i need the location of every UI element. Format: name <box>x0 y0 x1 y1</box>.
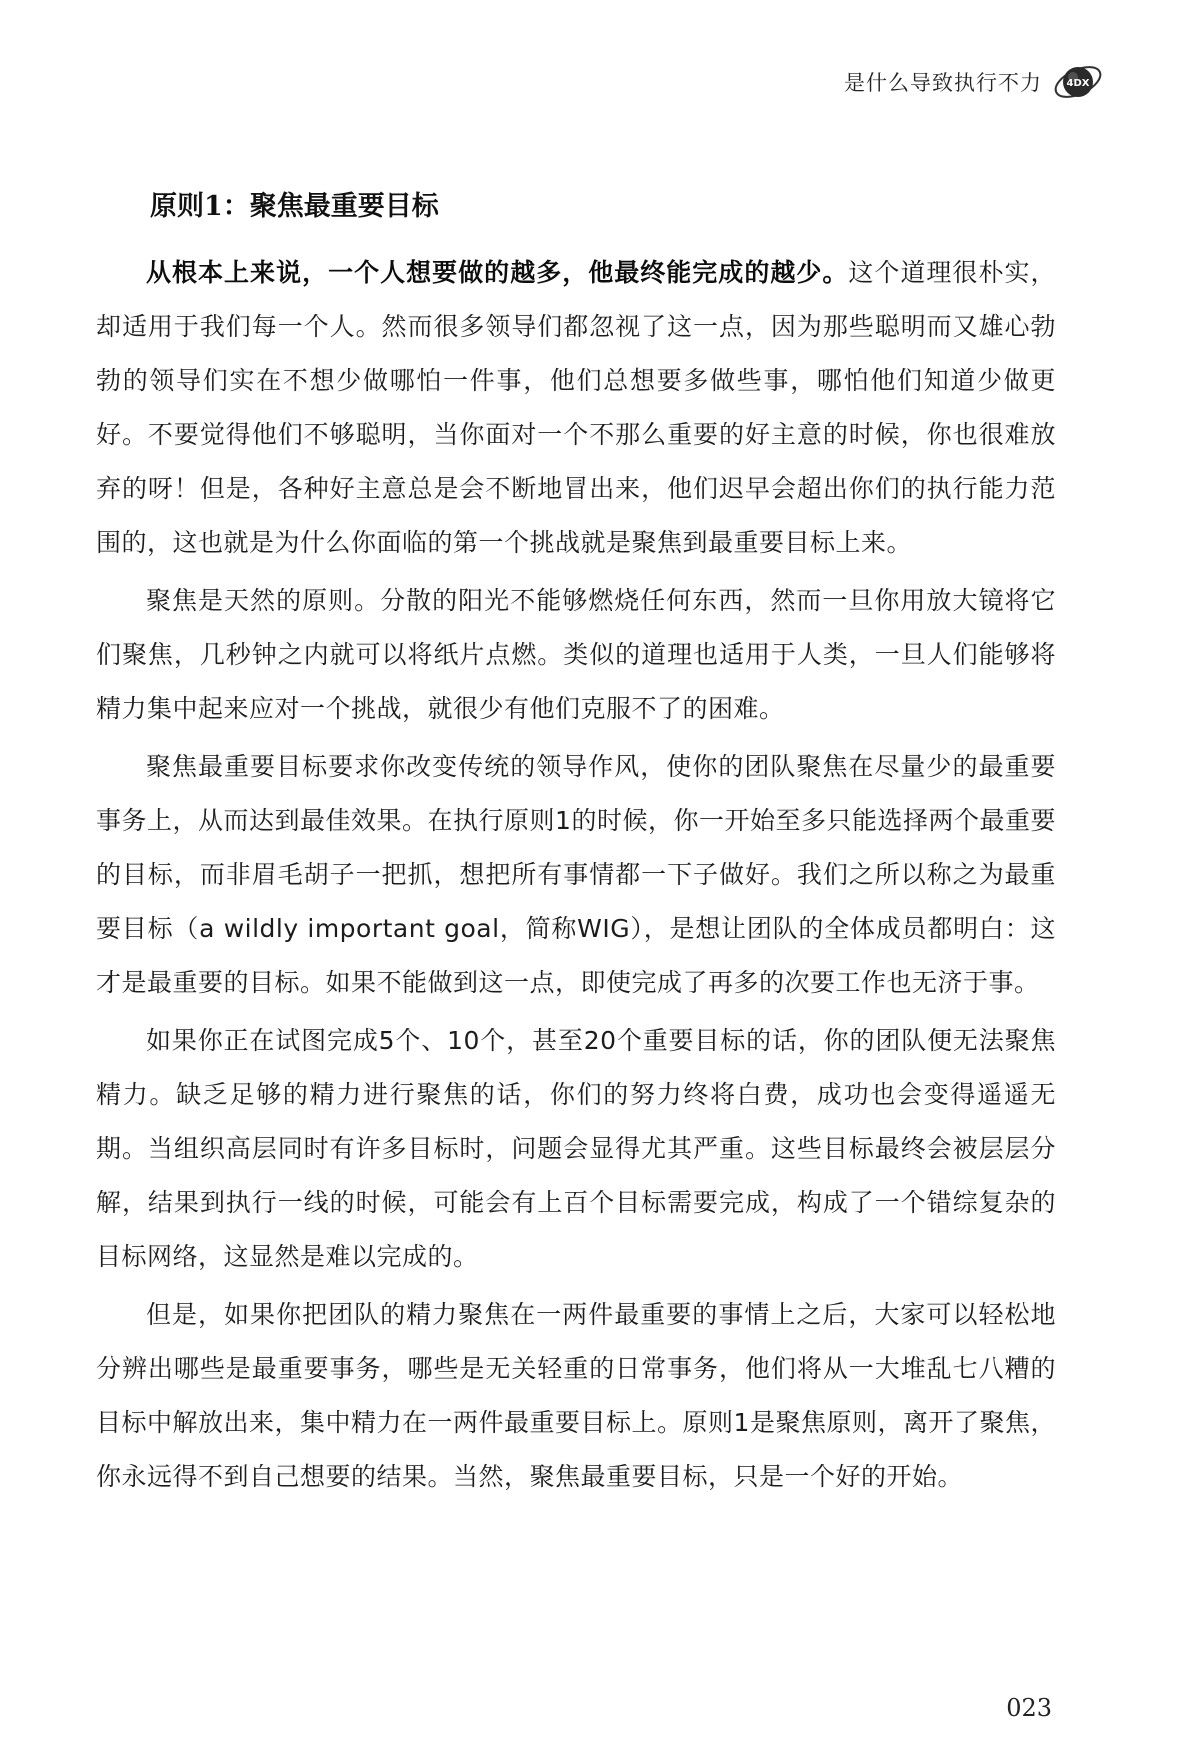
page-number: 023 <box>1006 1694 1052 1722</box>
page-body <box>96 188 1056 1508</box>
paragraph <box>96 740 1056 1010</box>
paragraph <box>96 246 1056 570</box>
paragraph-text: 但是，如果你把团队的精力聚焦在一两件最重要的事情上之后，大家可以轻松地分辨出哪些是最重要事务，哪些是无关轻重的日常事务，他们将从一大堆乱七八糟的目标中解放出来，集中精力在一两件最重要目标上。原则1是聚焦原则，离开了聚焦，你永远得不到自己想要的结果。当然，聚焦最重要目标，只是一个好的开始。 <box>96 1300 1056 1491</box>
paragraph <box>96 1288 1056 1504</box>
running-header <box>844 52 1104 112</box>
running-title: 是什么导致执行不力 <box>844 71 1042 95</box>
paragraph-text: 这个道理很朴实，却适用于我们每一个人。然而很多领导们都忽视了这一点，因为那些聪明而又雄心勃勃的领导们实在不想少做哪怕一件事，他们总想要多做些事，哪怕他们知道少做更好。不要觉得他们不够聪明，当你面对一个不那么重要的好主意的时候，你也很难放弃的呀！但是，各种好主意总是会不断地冒出来，他们迟早会超出你们的执行能力范围的，这也就是为什么你面临的第一个挑战就是聚焦到最重要目标上来。 <box>96 258 1056 557</box>
paragraph-text: 聚焦最重要目标要求你改变传统的领导作风，使你的团队聚焦在尽量少的最重要事务上，从而达到最佳效果。在执行原则1的时候，你一开始至多只能选择两个最重要的目标，而非眉毛胡子一把抓，想把所有事情都一下子做好。我们之所以称之为最重要目标（a wildly important goal，简称WIG），是想让团队的全体成员都明白：这才是最重要的目标。如果不能做到这一点，即使完成了再多的次要工作也无济于事。 <box>96 752 1056 997</box>
logo-text: 4DX <box>1066 78 1090 89</box>
paragraph-text: 聚焦是天然的原则。分散的阳光不能够燃烧任何东西，然而一旦你用放大镜将它们聚焦，几秒钟之内就可以将纸片点燃。类似的道理也适用于人类，一旦人们能够将精力集中起来应对一个挑战，就很少有他们克服不了的困难。 <box>96 586 1056 723</box>
paragraph <box>96 574 1056 736</box>
section-heading: 原则1：聚焦最重要目标 <box>150 191 439 222</box>
paragraph-lead: 从根本上来说，一个人想要做的越多，他最终能完成的越少。 <box>146 258 849 287</box>
4dx-orbit-logo-icon <box>1052 56 1104 108</box>
paragraph-text: 如果你正在试图完成5个、10个，甚至20个重要目标的话，你的团队便无法聚焦精力。缺乏足够的精力进行聚焦的话，你们的努力终将白费，成功也会变得遥遥无期。当组织高层同时有许多目标时，问题会显得尤其严重。这些目标最终会被层层分解，结果到执行一线的时候，可能会有上百个目标需要完成，构成了一个错综复杂的目标网络，这显然是难以完成的。 <box>96 1026 1056 1271</box>
paragraph <box>96 1014 1056 1284</box>
